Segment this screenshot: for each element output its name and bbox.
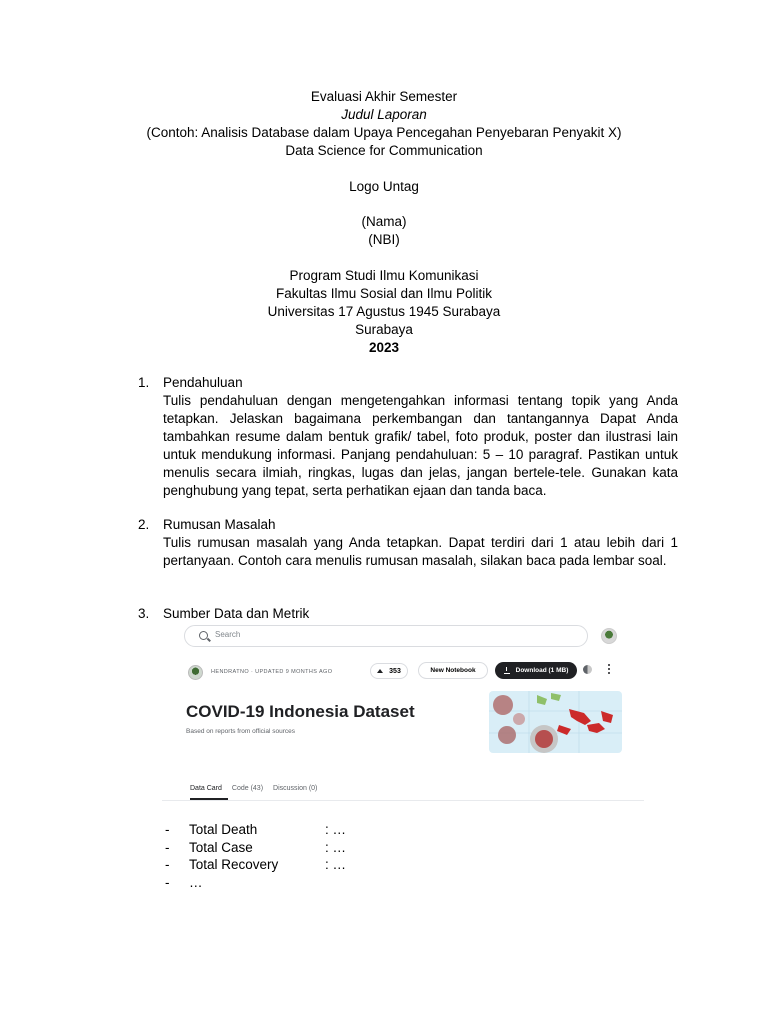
report-title: Judul Laporan: [341, 107, 427, 122]
download-label: Download (1 MB): [515, 667, 569, 674]
dataset-title: COVID-19 Indonesia Dataset: [186, 702, 415, 721]
tab-code[interactable]: Code (43): [231, 785, 264, 792]
report-example: (Contoh: Analisis Database dalam Upaya Pencegahan Penyebaran Penyakit X): [146, 125, 622, 140]
title-block: [0, 88, 768, 160]
course-name: Data Science for Communication: [285, 143, 483, 158]
indonesia-map-virus-image: [489, 691, 622, 753]
section-title: Sumber Data dan Metrik: [163, 606, 310, 621]
dataset-screenshot: [162, 622, 644, 802]
dataset-cover-image: [489, 691, 622, 753]
section-body: Tulis pendahuluan dengan mengetengahkan informasi tentang topik yang Anda tetapkan. Jelaskan bagaimana perkembangan dan tantangannya Dapat Anda tambahkan resume dalam bentuk grafik/ tabel, foto produk, poster dan ilustrasi lain untuk mendukung informasi. Panjang pendahuluan: 5 – 10 paragraf. Pastikan untuk menulis secara ilmiah, ringkas, lugas dan jelas, jangan bertele-tele. Gunakan kata penghubung yang tepat, serta perhatikan ejaan dan tanda baca.: [163, 393, 678, 498]
upvote-button[interactable]: [370, 663, 408, 679]
section-problem-statement: [138, 516, 678, 570]
metric-value: [325, 874, 385, 892]
university-name: Universitas 17 Agustus 1945 Surabaya: [267, 304, 501, 319]
search-icon: [199, 631, 208, 640]
metric-label: Total Death: [189, 822, 258, 837]
section-number: 1.: [138, 375, 150, 390]
section-data-source: [138, 605, 678, 623]
section-title: Rumusan Masalah: [163, 517, 276, 532]
dataset-subtitle: Based on reports from official sources: [186, 728, 295, 735]
section-number: 3.: [138, 606, 150, 621]
section-introduction: [138, 374, 678, 500]
list-item: [165, 839, 385, 857]
author-meta: HENDRATNO · UPDATED 9 MONTHS AGO: [211, 669, 333, 675]
vote-count: 353: [389, 667, 401, 675]
student-name: (Nama): [361, 214, 407, 229]
faculty-name: Fakultas Ilmu Sosial dan Ilmu Politik: [275, 286, 493, 301]
metric-label: Total Recovery: [189, 857, 279, 872]
author-row: [188, 664, 332, 680]
logo-placeholder: Logo Untag: [349, 179, 419, 194]
search-input[interactable]: [184, 625, 588, 647]
author-avatar: [188, 665, 203, 680]
more-options-icon[interactable]: [608, 664, 611, 676]
student-nbi: (NBI): [368, 232, 400, 247]
tab-data-card[interactable]: Data Card: [190, 785, 222, 792]
identity-block: [0, 213, 768, 249]
city-name: Surabaya: [355, 322, 413, 337]
theme-toggle-icon[interactable]: [583, 665, 592, 674]
metric-value: : …: [325, 839, 347, 855]
list-item: [165, 856, 385, 874]
section-number: 2.: [138, 517, 150, 532]
metric-value: : …: [325, 857, 347, 872]
list-dash: -: [165, 839, 170, 855]
tab-discussion[interactable]: Discussion (0): [273, 785, 318, 792]
section-body: Tulis rumusan masalah yang Anda tetapkan. Dapat terdiri dari 1 atau lebih dari 1 pertanyaan. Contoh cara menulis rumusan masalah, silakan baca pada lembar soal.: [163, 535, 678, 568]
user-avatar[interactable]: [601, 628, 617, 644]
metrics-list: [165, 821, 385, 891]
list-dash: -: [165, 822, 170, 837]
search-placeholder: Search: [215, 630, 241, 639]
institution-block: [0, 267, 768, 357]
new-notebook-button[interactable]: New Notebook: [418, 662, 488, 679]
dataset-tabs: [190, 785, 327, 792]
list-item: [165, 821, 385, 839]
tab-divider: [162, 800, 644, 801]
upvote-arrow-icon: [377, 669, 383, 673]
course-title: Evaluasi Akhir Semester: [310, 89, 458, 104]
list-dash: -: [165, 874, 170, 890]
metric-label: Total Case: [189, 839, 253, 855]
download-icon: [504, 667, 510, 674]
section-title: Pendahuluan: [163, 375, 243, 390]
metric-label: …: [189, 874, 203, 890]
metric-value: : …: [325, 822, 347, 837]
list-dash: -: [165, 857, 170, 872]
program-name: Program Studi Ilmu Komunikasi: [289, 268, 479, 283]
year: 2023: [368, 340, 400, 355]
download-button[interactable]: [495, 662, 577, 679]
list-item: [165, 874, 385, 892]
